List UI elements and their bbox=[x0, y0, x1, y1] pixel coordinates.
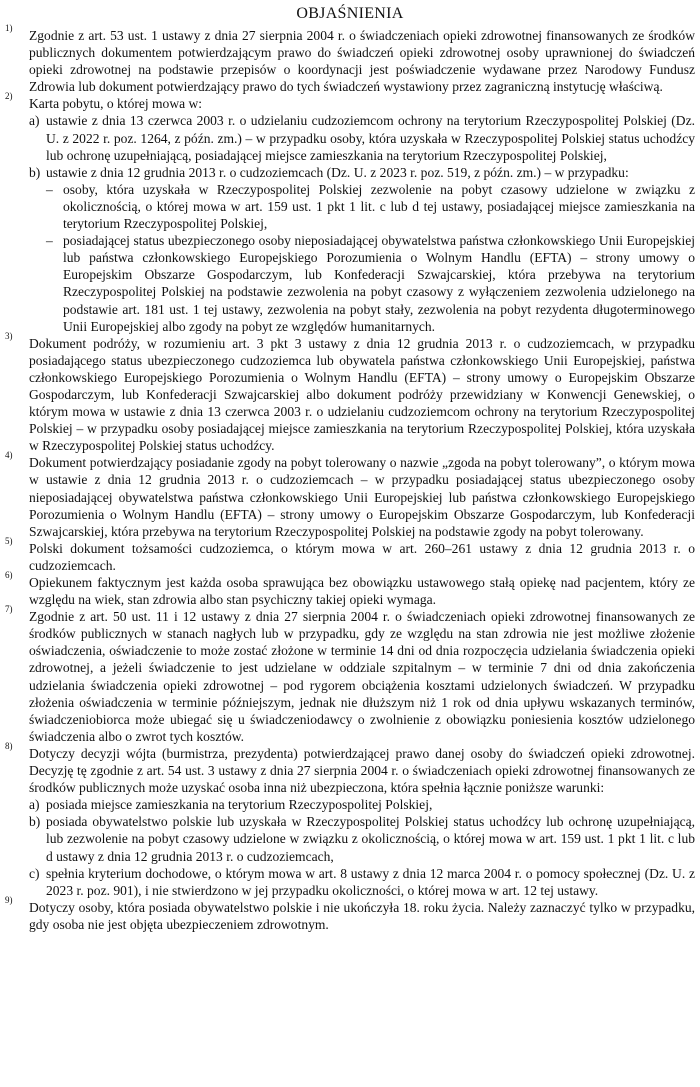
list-label: c) bbox=[29, 865, 40, 881]
footnote-text: Dotyczy osoby, która posiada obywatelstwo polskie i nie ukończyła 18. roku życia. Należy zaznaczyć tylko w przypadku, gdy osoba nie jest objęta ubezpieczeniem zdrowotnym. bbox=[29, 899, 695, 932]
dash-text: osoby, która uzyskała w Rzeczypospolitej Polskiej zezwolenie na pobyt czasowy udzielone w związku z okolicznością, o której mowa w art. 159 ust. 1 pkt 1 lit. c lub d tej ustawy, posiadającej miejsce zamieszkania na terytorium Rzeczypospolitej Polskiej, bbox=[63, 181, 695, 232]
list-label: b) bbox=[29, 164, 41, 180]
dash-bullet: – bbox=[46, 181, 53, 197]
footnote-4 bbox=[5, 450, 695, 539]
list-text: spełnia kryterium dochodowe, o którym mowa w art. 8 ustawy z dnia 12 marca 2004 r. o pomocy społecznej (Dz. U. z 2023 r. poz. 901), i nie stwierdzono w jej przypadku okoliczności, o której mowa w art. 12 tej ustawy. bbox=[46, 865, 695, 898]
footnote-8 bbox=[5, 740, 695, 899]
list-item-a bbox=[29, 112, 695, 163]
footnote-number: 9) bbox=[5, 894, 13, 905]
list-text: ustawie z dnia 12 grudnia 2013 r. o cudzoziemcach (Dz. U. z 2023 r. poz. 519, z późn. zm.) – w przypadku: bbox=[46, 164, 629, 180]
footnote-text: Zgodnie z art. 53 ust. 1 ustawy z dnia 27 sierpnia 2004 r. o świadczeniach opieki zdrowotnej finansowanych ze środków publicznych dokumentem potwierdzającym prawo do świadczeń opieki zdrowotnej osoby uprawnionej do świadczeń opieki zdrowotnej na podstawie przepisów o koordynacji jest poświadczenie wydawane przez Narodowy Fundusz Zdrowia lub dokument potwierdzający prawo do tych świadczeń wystawiony przez zagraniczną instytucję właściwą. bbox=[29, 28, 695, 95]
dash-item bbox=[29, 181, 695, 232]
footnote-number: 5) bbox=[5, 535, 13, 546]
footnote-number: 7) bbox=[5, 604, 13, 615]
footnote-number: 2) bbox=[5, 91, 13, 102]
footnote-5 bbox=[5, 535, 695, 574]
list-label: a) bbox=[29, 797, 40, 813]
list-item-b bbox=[29, 813, 695, 864]
footnote-number: 1) bbox=[5, 23, 13, 33]
list-label: b) bbox=[29, 814, 41, 830]
list-text: posiada miejsce zamieszkania na terytorium Rzeczypospolitej Polskiej, bbox=[46, 797, 433, 813]
list-item-b bbox=[29, 164, 695, 181]
footnote-1 bbox=[5, 23, 695, 95]
footnote-text: Polski dokument tożsamości cudzoziemca, o którym mowa w art. 260–261 ustawy z dnia 12 grudnia 2013 r. o cudzoziemcach. bbox=[29, 540, 695, 573]
footnote-number: 6) bbox=[5, 570, 13, 580]
footnote-3 bbox=[5, 330, 695, 455]
dash-bullet: – bbox=[46, 233, 53, 249]
footnote-text: Dokument podróży, w rozumieniu art. 3 pkt 3 ustawy z dnia 12 grudnia 2013 r. o cudzoziemcach, w przypadku posiadającego status ubezpieczonego cudzoziemca lub obywatela państwa członkowskiego Unii Europejskiej, państwa członkowskiego Europejskiego Porozumienia o Wolnym Handlu (EFTA) – strony umowy o Europejskim Obszarze Gospodarczym, lub Konfederacji Szwajcarskiej albo dokument podróży przewidziany w Konwencji Genewskiej, o którym mowa w ustawie z dnia 13 czerwca 2003 r. o udzielaniu cudzoziemcom ochrony na terytorium Rzeczypospolitej Polskiej – w przypadku osoby posiadającej miejsce zamieszkania na terytorium Rzeczypospolitej Polskiej, która uzyskała w Rzeczypospolitej Polskiej status uchodźcy. bbox=[29, 335, 695, 454]
dash-text: posiadającej status ubezpieczonego osoby nieposiadającej obywatelstwa państwa członkowskiego Unii Europejskiej lub państwa członkowskiego Europejskiego Porozumienia o Wolnym Handlu (EFTA) – strony umowy o Europejskim Obszarze Gospodarczym, lub Konfederacji Szwajcarskiej, która przebywa na terytorium Rzeczypospolitej Polskiej na podstawie zezwolenia na pobyt czasowy z wyłączeniem zezwolenia udzielonego na podstawie art. 181 ust. 1 tej ustawy, zezwolenia na pobyt stały, zezwolenia na pobyt rezydenta długoterminowego Unii Europejskiej albo zgody na pobyt ze względów humanitarnych. bbox=[63, 233, 695, 334]
footnote-number: 4) bbox=[5, 450, 13, 461]
dash-item bbox=[29, 232, 695, 335]
list-item-c bbox=[29, 865, 695, 899]
page-title: OBJAŚNIENIA bbox=[296, 5, 404, 22]
list-item-a bbox=[29, 796, 695, 813]
footnote-text: Zgodnie z art. 50 ust. 11 i 12 ustawy z dnia 27 sierpnia 2004 r. o świadczeniach opieki zdrowotnej finansowanych ze środków publicznych w stanach nagłych lub w przypadku, gdy ze względu na stan zdrowia nie jest możliwe złożenie oświadczenia, oświadczenie to może zostać złożone w terminie 14 dni od dnia rozpoczęcia udzielania świadczenia opieki zdrowotnej, a jeżeli świadczenie to jest udzielane w oddziale szpitalnym – w terminie 7 dni od dnia zakończenia udzielania świadczenia opieki zdrowotnej – pod rygorem obciążenia kosztami udzielonych świadczeń. W przypadku złożenia oświadczenia w terminie późniejszym, jednak nie dłuższym niż 1 rok od dnia upływu wskazanych terminów, świadczeniobiorca może ubiegać się u świadczeniodawcy o zwolnienie z obowiązku poniesienia kosztów udzielonego świadczenia albo o zwrot tych kosztów. bbox=[29, 609, 695, 744]
footnote-2 bbox=[5, 91, 695, 334]
footnote-number: 8) bbox=[5, 740, 13, 751]
footnote-intro: Karta pobytu, o której mowa w: bbox=[29, 96, 203, 112]
footnote-text: Dokument potwierdzający posiadanie zgody na pobyt tolerowany o nazwie „zgoda na pobyt tolerowany”, o którym mowa w ustawie z dnia 12 grudnia 2013 r. o cudzoziemcach – w przypadku posiadającej status ubezpieczonego osoby nieposiadającej obywatelstwa państwa członkowskiego Unii Europejskiej lub państwa członkowskiego Europejskiego Porozumienia o Wolnym Handlu (EFTA) – strony umowy o Europejskim Obszarze Gospodarczym, lub Konfederacji Szwajcarskiej, która przebywa na terytorium Rzeczypospolitej Polskiej na podstawie zgody na pobyt tolerowany. bbox=[29, 455, 695, 539]
list-label: a) bbox=[29, 113, 40, 129]
footnote-intro: Dotyczy decyzji wójta (burmistrza, prezydenta) potwierdzającej prawo danej osoby do świadczeń opieki zdrowotnej. Decyzję tę zgodnie z art. 54 ust. 3 ustawy z dnia 27 sierpnia 2004 r. o świadczeniach opieki zdrowotnej finansowanych ze środków publicznych może uzyskać osoba inna niż ubezpieczona, która spełnia łącznie poniższe warunki: bbox=[29, 745, 695, 796]
footnote-9 bbox=[5, 894, 695, 933]
footnote-text: Opiekunem faktycznym jest każda osoba sprawująca bez obowiązku ustawowego stałą opiekę nad pacjentem, który ze względu na wiek, stan zdrowia albo stan psychiczny takiej opieki wymaga. bbox=[29, 575, 695, 608]
footnote-6 bbox=[5, 570, 695, 608]
list-text: ustawie z dnia 13 czerwca 2003 r. o udzielaniu cudzoziemcom ochrony na terytorium Rzeczypospolitej Polskiej (Dz. U. z 2022 r. poz. 1264, z późn. zm.) – w przypadku osoby, która uzyskała w Rzeczypospolitej Polskiej status uchodźcy lub ochronę uzupełniającą, posiadającej miejsce zamieszkania na terytorium Rzeczypospolitej Polskiej, bbox=[46, 113, 695, 163]
footnote-number: 3) bbox=[5, 330, 13, 341]
list-text: posiada obywatelstwo polskie lub uzyskała w Rzeczypospolitej Polskiej status uchodźcy lub ochronę uzupełniającą, lub zezwolenie na pobyt czasowy udzielone w związku z okolicznością, o której mowa w art. 159 ust. 1 pkt 1 lit. c lub d ustawy z dnia 12 grudnia 2013 r. o cudzoziemcach, bbox=[46, 814, 695, 864]
footnote-7 bbox=[5, 604, 695, 745]
